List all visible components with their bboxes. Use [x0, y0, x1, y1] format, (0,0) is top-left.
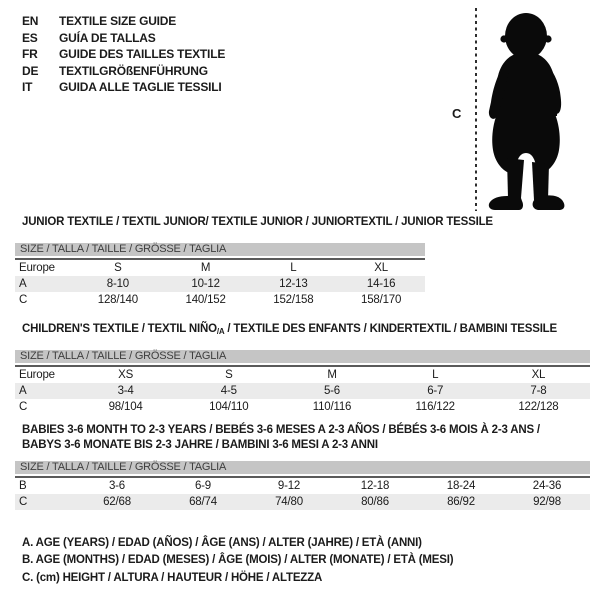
size-header-bar: SIZE / TALLA / TAILLE / GRÖSSE / TAGLIA [15, 350, 590, 363]
size-header-bar: SIZE / TALLA / TAILLE / GRÖSSE / TAGLIA [15, 461, 590, 474]
age-cell: 18-24 [446, 480, 476, 492]
measurement-legend [22, 535, 453, 587]
size-cell: XL [531, 369, 546, 381]
height-cell: 68/74 [189, 496, 217, 508]
height-cell: 104/110 [209, 401, 249, 413]
age-cell: 12-18 [360, 480, 390, 492]
lang-row-en [22, 13, 225, 30]
age-cell: 12-13 [279, 278, 308, 290]
size-cell: XS [118, 369, 134, 381]
size-cell: S [225, 369, 233, 381]
children-title-suffix: / TEXTILE DES ENFANTS / KINDERTEXTIL / BAMBINI TESSILE [224, 323, 557, 335]
toddler-silhouette-image [487, 6, 587, 212]
height-cell: 122/128 [518, 401, 559, 413]
table-row-height [15, 494, 590, 510]
age-cell: 5-6 [323, 385, 341, 397]
height-cell: 152/158 [273, 294, 314, 306]
legend-line-b: B. AGE (MONTHS) / EDAD (MESES) / ÂGE (MOIS) / ALTER (MONATE) / ETÀ (MESI) [22, 554, 454, 567]
baby-height-figure [440, 4, 600, 216]
height-dotted-line [475, 8, 477, 211]
language-title-list [22, 13, 225, 96]
age-cell: 3-4 [117, 385, 134, 397]
table-row-age [15, 383, 590, 399]
age-cell: 24-36 [532, 480, 562, 492]
row-label: C [19, 496, 28, 508]
lang-row-it [22, 79, 225, 96]
lang-label: GUIDE DES TAILLES TEXTILE [59, 47, 226, 62]
size-cell: M [327, 369, 337, 381]
babies-table-title-line2: BABYS 3-6 MONATE BIS 2-3 JAHRE / BAMBINI 3-6 MESI A 2-3 ANNI [22, 439, 378, 451]
table-row-europe [15, 367, 590, 383]
row-label: C [19, 294, 28, 306]
row-label: A [19, 278, 27, 290]
table-row-height [15, 292, 425, 308]
lang-code: ES [22, 30, 38, 45]
lang-label: TEXTILE SIZE GUIDE [59, 14, 177, 28]
lang-row-de [22, 63, 225, 80]
height-cell: 140/152 [185, 294, 226, 306]
children-size-table [15, 350, 590, 415]
age-cell: 3-6 [108, 480, 126, 492]
age-cell: 14-16 [366, 278, 396, 290]
lang-code: DE [22, 63, 39, 78]
babies-size-table [15, 461, 590, 510]
height-cell: 80/86 [361, 496, 389, 508]
height-cell: 98/104 [108, 401, 143, 413]
age-cell: 4-5 [220, 385, 237, 397]
height-cell: 74/80 [275, 496, 303, 508]
lang-row-es [22, 30, 225, 47]
row-label: Europe [19, 369, 55, 381]
lang-code: FR [22, 47, 38, 62]
junior-size-table [15, 243, 425, 308]
size-header-bar: SIZE / TALLA / TAILLE / GRÖSSE / TAGLIA [15, 243, 425, 256]
height-cell: 62/68 [103, 496, 131, 508]
table-row-age [15, 276, 425, 292]
height-cell: 110/116 [312, 401, 352, 413]
table-row-europe [15, 260, 425, 276]
legend-line-c: C. (cm) HEIGHT / ALTURA / HAUTEUR / HÖHE / ALTEZZA [22, 571, 323, 584]
age-cell: 6-9 [194, 480, 212, 492]
size-cell: S [114, 262, 122, 274]
age-cell: 7-8 [530, 385, 547, 397]
height-measure-label: C [452, 106, 462, 121]
age-cell: 6-7 [427, 385, 444, 397]
table-row-age-months [15, 478, 590, 494]
height-cell: 128/140 [97, 294, 138, 306]
row-label: A [19, 385, 27, 397]
height-cell: 158/170 [361, 294, 402, 306]
babies-table-title-line1: BABIES 3-6 MONTH TO 2-3 YEARS / BEBÉS 3-6 MESES A 2-3 AÑOS / BÉBÉS 3-6 MOIS À 2-3 ANS / [22, 424, 540, 436]
lang-label: TEXTILGRÖßENFÜHRUNG [59, 63, 208, 78]
age-cell: 10-12 [191, 278, 220, 290]
children-title-prefix: CHILDREN'S TEXTILE / TEXTIL NIÑO [22, 323, 217, 335]
size-cell: M [200, 262, 211, 274]
height-cell: 86/92 [447, 496, 475, 508]
size-cell: XL [374, 262, 388, 274]
lang-code: IT [22, 80, 33, 95]
row-label: C [19, 401, 28, 413]
lang-code: EN [22, 14, 39, 28]
row-label: Europe [19, 262, 55, 274]
size-cell: L [290, 262, 297, 274]
row-label: B [19, 480, 27, 492]
children-table-title [22, 323, 557, 336]
lang-row-fr [22, 46, 225, 63]
height-cell: 116/122 [415, 401, 455, 413]
age-cell: 9-12 [277, 480, 301, 492]
table-row-height [15, 399, 590, 415]
lang-label: GUIDA ALLE TAGLIE TESSILI [59, 80, 222, 95]
junior-table-title: JUNIOR TEXTILE / TEXTIL JUNIOR/ TEXTILE JUNIOR / JUNIORTEXTIL / JUNIOR TESSILE [22, 216, 493, 228]
size-cell: L [432, 369, 439, 381]
children-title-subscript: /A [216, 327, 225, 336]
age-cell: 8-10 [106, 278, 129, 290]
legend-line-a: A. AGE (YEARS) / EDAD (AÑOS) / ÂGE (ANS) / ALTER (JAHRE) / ETÀ (ANNI) [22, 537, 422, 549]
height-cell: 92/98 [533, 496, 561, 508]
lang-label: GUÍA DE TALLAS [59, 30, 156, 45]
